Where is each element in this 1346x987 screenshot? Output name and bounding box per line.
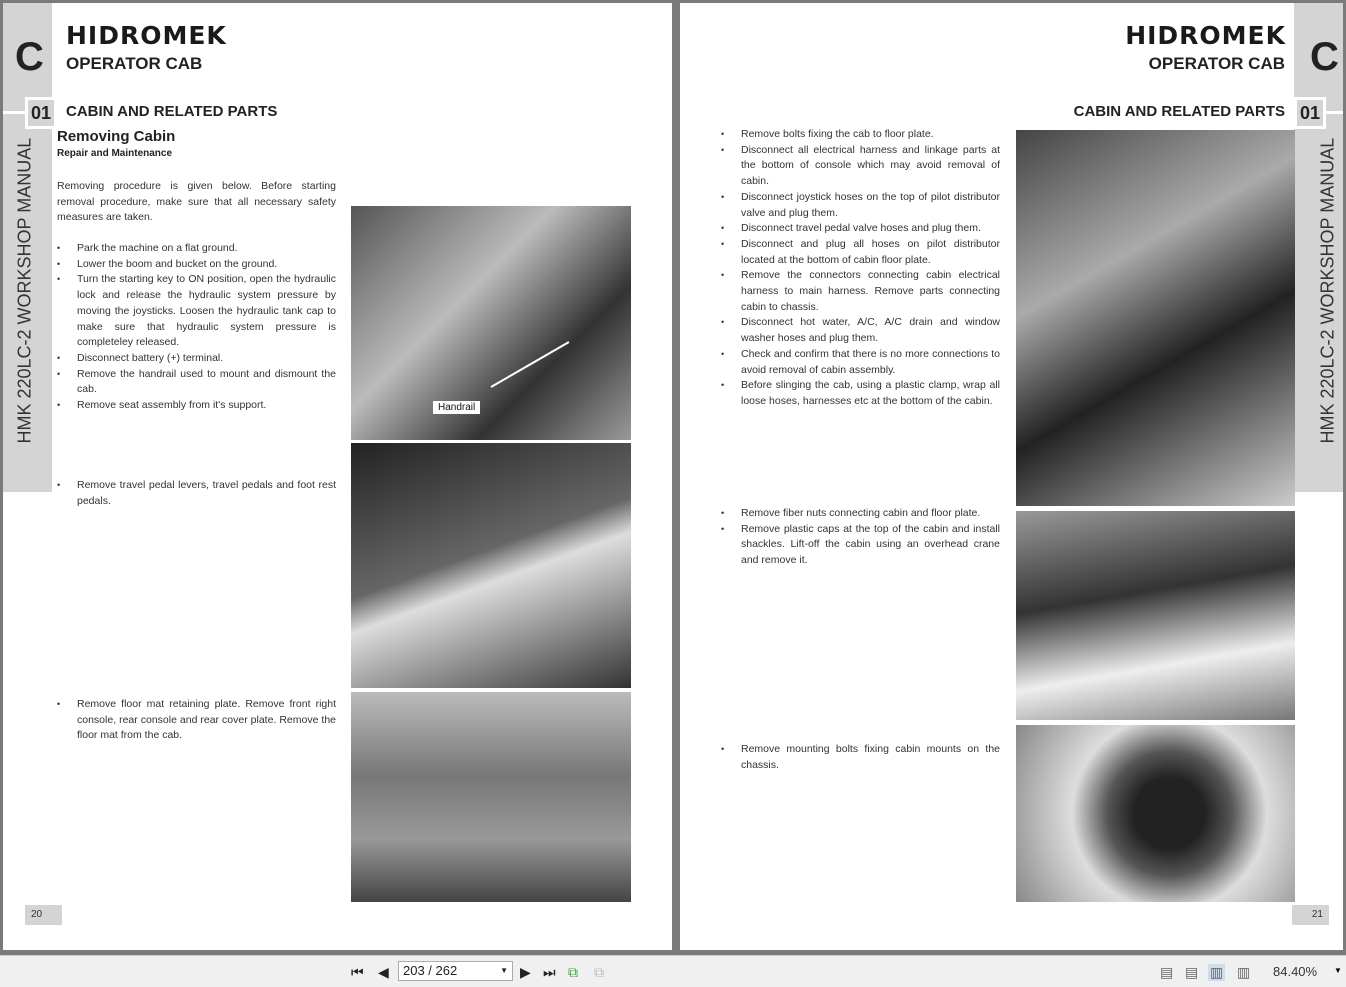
heading: Removing Cabin — [57, 128, 176, 145]
chevron-down-icon[interactable]: ▼ — [500, 966, 508, 975]
list-item: • Remove plastic caps at the top of the cabin and install shackles. Lift-off the cabin using an overhead crane and remove it. — [721, 522, 1000, 569]
steps-list-1 — [721, 127, 1000, 410]
right-page — [680, 3, 1343, 950]
photo-cabin-lift — [1016, 130, 1295, 506]
page-number: 20 — [25, 905, 62, 925]
list-item: • Check and confirm that there is no more connections to avoid removal of cabin assembly. — [721, 347, 1000, 378]
previous-page-icon[interactable]: ◀ — [378, 964, 389, 980]
list-item: • Remove the handrail used to mount and dismount the cab. — [57, 367, 336, 398]
list-item: • Remove mounting bolts fixing cabin mounts on the chassis. — [721, 742, 1000, 773]
zoom-level[interactable]: 84.40% — [1273, 964, 1318, 979]
handrail-label: Handrail — [433, 401, 480, 414]
left-page — [3, 3, 672, 950]
photo-pedals — [351, 443, 631, 688]
list-item: • Park the machine on a flat ground. — [57, 241, 336, 257]
side-title: HMK 220LC-2 WORKSHOP MANUAL — [1317, 137, 1338, 444]
previous-view-icon[interactable]: ⧉ — [568, 964, 578, 980]
section-title: CABIN AND RELATED PARTS — [66, 103, 278, 120]
section-number: 01 — [1294, 97, 1326, 129]
chapter-letter: C — [15, 35, 44, 79]
continuous-icon[interactable]: ▤ — [1185, 964, 1199, 980]
list-item: • Remove seat assembly from it's support. — [57, 398, 336, 414]
two-page-continuous-icon[interactable]: ▥ — [1237, 964, 1251, 980]
chapter-title: OPERATOR CAB — [1148, 54, 1285, 73]
steps-list-1 — [57, 241, 336, 414]
list-item: • Lower the boom and bucket on the ground. — [57, 257, 336, 273]
list-item: • Before slinging the cab, using a plastic clamp, wrap all loose hoses, harnesses etc at the bottom of the cabin. — [721, 378, 1000, 409]
logo: HIDROMEK — [1125, 21, 1286, 50]
list-item: • Disconnect joystick hoses on the top of pilot distributor valve and plug them. — [721, 190, 1000, 221]
subheading: Repair and Maintenance — [57, 148, 173, 159]
photo-cab-interior — [351, 206, 631, 440]
steps-list-3 — [721, 742, 1000, 773]
pdf-toolbar — [0, 955, 1346, 987]
intro-text: Removing procedure is given below. Before starting removal procedure, make sure that all necessary safety measures are taken. — [57, 180, 336, 224]
first-page-icon[interactable]: ⏮ — [351, 964, 364, 980]
list-item: • Remove bolts fixing the cab to floor plate. — [721, 127, 1000, 143]
chapter-title: OPERATOR CAB — [66, 54, 203, 73]
single-page-icon[interactable]: ▤ — [1160, 964, 1174, 980]
list-item: • Disconnect and plug all hoses on pilot distributor located at the bottom of cabin floor plate. — [721, 237, 1000, 268]
photo-cabin-mount — [1016, 725, 1295, 902]
list-item: • Disconnect all electrical harness and linkage parts at the bottom of console which may avoid removal of cabin. — [721, 143, 1000, 190]
list-item: • Turn the starting key to ON position, open the hydraulic lock and release the hydraulic system pressure by moving the joysticks. Loosen the hydraulic tank cap to make sure that hydraulic system pressure is completeley released. — [57, 272, 336, 351]
page-number-field[interactable] — [398, 961, 513, 981]
page-field-value: 203 / 262 — [403, 963, 458, 978]
zoom-dropdown-icon[interactable]: ▼ — [1334, 966, 1342, 975]
steps-list-3 — [57, 697, 336, 744]
steps-list-2 — [57, 478, 336, 509]
chapter-letter: C — [1310, 35, 1339, 79]
photo-floor — [351, 692, 631, 902]
list-item: • Disconnect hot water, A/C, A/C drain and window washer hoses and plug them. — [721, 315, 1000, 346]
list-item: • Remove travel pedal levers, travel pedals and foot rest pedals. — [57, 478, 336, 509]
logo: HIDROMEK — [66, 21, 227, 50]
list-item: • Remove floor mat retaining plate. Remove front right console, rear console and rear cover plate. Remove the floor mat from the cab. — [57, 697, 336, 744]
page-number: 21 — [1292, 905, 1329, 925]
section-number: 01 — [25, 97, 57, 129]
side-title: HMK 220LC-2 WORKSHOP MANUAL — [14, 137, 35, 444]
list-item: • Remove the connectors connecting cabin electrical harness to main harness. Remove parts connecting cabin to chassis. — [721, 268, 1000, 315]
two-page-icon[interactable]: ▥ — [1210, 964, 1224, 980]
next-page-icon[interactable]: ▶ — [520, 964, 531, 980]
list-item: • Remove fiber nuts connecting cabin and floor plate. — [721, 506, 1000, 522]
next-view-icon: ⧉ — [594, 964, 604, 980]
section-title: CABIN AND RELATED PARTS — [1073, 103, 1285, 120]
list-item: • Disconnect battery (+) terminal. — [57, 351, 336, 367]
list-item: • Disconnect travel pedal valve hoses and plug them. — [721, 221, 1000, 237]
last-page-icon[interactable]: ⏭ — [543, 964, 556, 980]
photo-crane — [1016, 511, 1295, 720]
steps-list-2 — [721, 506, 1000, 569]
